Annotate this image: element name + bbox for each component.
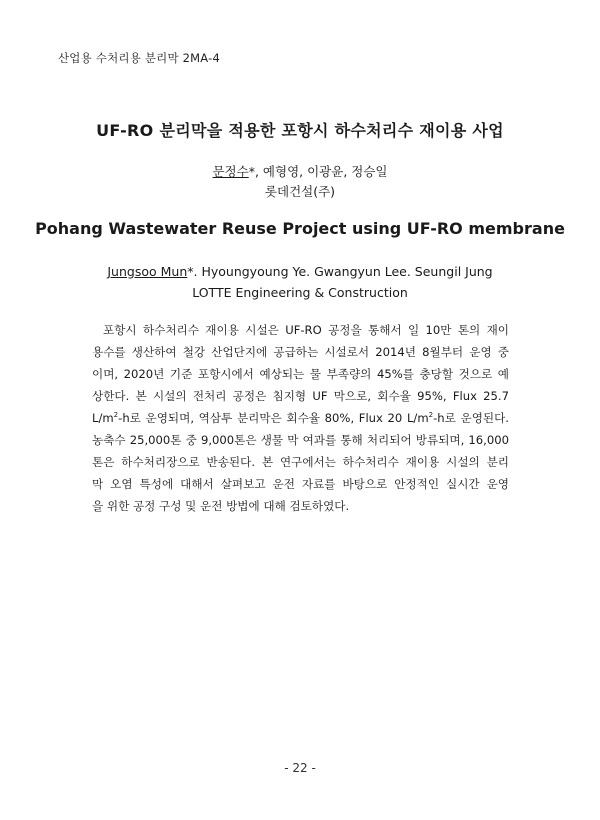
page-number: - 22 - [284, 761, 316, 775]
flux-unit-a: L/m [92, 411, 114, 425]
running-header: 산업용 수처리용 분리막 2MA-4 [58, 51, 220, 65]
other-authors-english: *. Hyoungyoung Ye. Gwangyun Lee. Seungil Jung [187, 264, 493, 279]
affiliation-korean: 롯데건설(주) [264, 184, 336, 199]
superscript: 2 [113, 411, 119, 420]
first-author-english: Jungsoo Mun [107, 264, 188, 279]
other-authors-korean: *, 예형영, 이광윤, 정승일 [248, 164, 388, 179]
affiliation-english: LOTTE Engineering & Construction [192, 285, 408, 300]
abstract-line: 을 위한 공정 구성 및 운전 방법에 대해 검토하였다. [92, 499, 350, 513]
abstract-line: 톤은 하수처리장으로 반송된다. 본 연구에서는 하수처리수 재이용 시설의 분리 [92, 455, 509, 469]
abstract-body [92, 319, 509, 517]
abstract-line: 상한다. 본 시설의 전처리 공정은 침지형 UF 막으로, 회수율 95%, Flux 25.7 [92, 389, 509, 403]
abstract-line: 용수를 생산하여 철강 산업단지에 공급하는 시설로서 2014년 8월부터 운영 중 [92, 345, 509, 359]
title-english: Pohang Wastewater Reuse Project using UF-RO membrane [35, 219, 565, 238]
superscript: 2 [428, 411, 434, 420]
authors-korean [0, 162, 600, 180]
flux-text-c: -h로 운영된다. [433, 411, 509, 425]
abstract-line: 포항시 하수처리수 재이용 시설은 UF-RO 공정을 통해서 일 10만 톤의 재이 [103, 323, 509, 337]
authors-english [0, 264, 600, 279]
abstract-line [92, 407, 509, 429]
title-korean: UF-RO 분리막을 적용한 포항시 하수처리수 재이용 사업 [96, 121, 504, 140]
flux-text-b: -h로 운영되며, 역삼투 분리막은 회수율 80%, Flux 20 L/m [118, 411, 429, 425]
abstract-line: 막 오염 특성에 대해서 살펴보고 운전 자료를 바탕으로 안정적인 실시간 운영 [92, 477, 509, 491]
abstract-line: 농축수 25,000톤 중 9,000톤은 생물 막 여과를 통해 처리되어 방류되며, 16,000 [92, 433, 509, 447]
abstract-line: 이며, 2020년 기준 포항시에서 예상되는 물 부족량의 45%를 충당할 것으로 예 [92, 367, 509, 381]
first-author-korean: 문정수 [212, 164, 249, 179]
